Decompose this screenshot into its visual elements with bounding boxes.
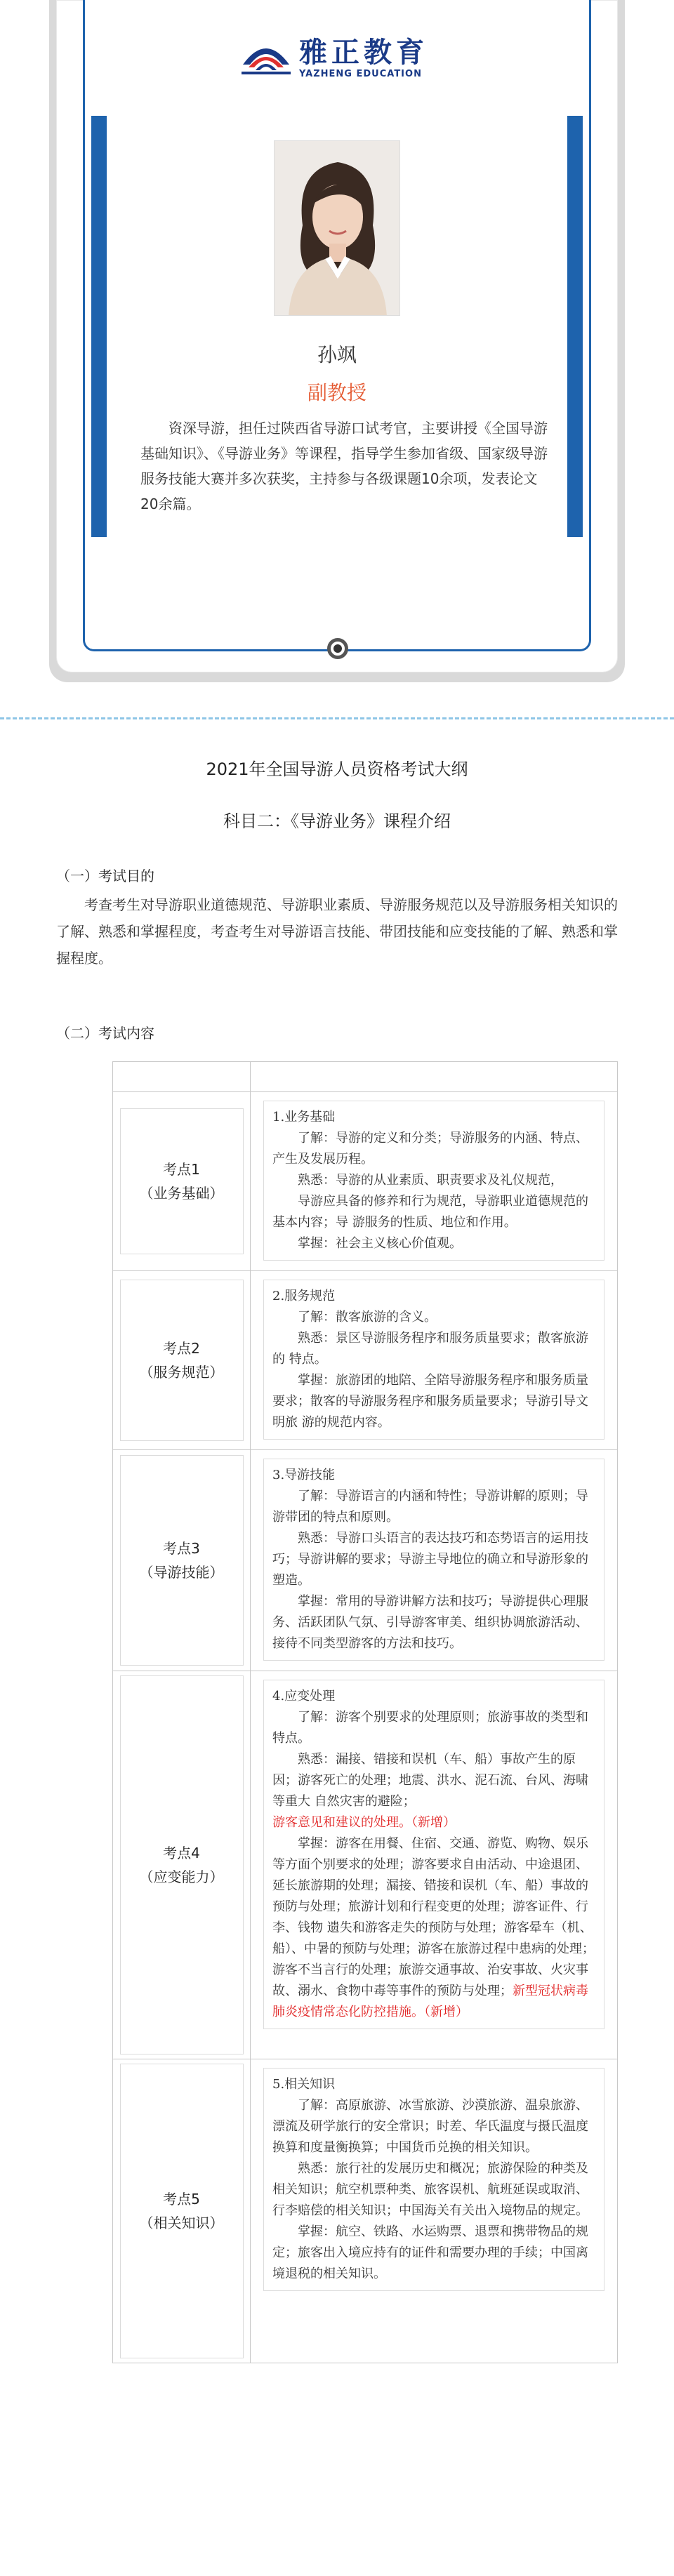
point-para: 了解：导游语言的内涵和特性；导游讲解的原则；导游带团的特点和原则。 — [272, 1489, 588, 1525]
point-para: 熟悉：导游的从业素质、职责要求及礼仪规范， — [298, 1173, 563, 1188]
table-header-cell — [113, 1062, 251, 1091]
new-item-highlight: 新型冠状病毒肺炎疫情常态化防控措施。（新增） — [272, 1984, 588, 2019]
point-para — [272, 1749, 595, 1833]
table-row — [113, 1671, 617, 2059]
point-para-text: 掌握：游客在用餐、住宿、交通、游览、购物、娱乐等方面个别要求的处理；游客要求自由活动、中途退团、延长旅游期的处理；漏接、错接和误机（车、船）事故的预防与处理；旅游计划和行程变更的处理；游客证件、行李、钱物 遗失和游客走失的预防与处理；游客晕车（机、船）、中暑的预防与处理；游客在旅游过程中患病的处理；游客不当言行的处理；旅游交通事故、治安事故、火灾事故、溺水、食物中毒等事件的预防与处理； — [272, 1836, 595, 1998]
teacher-bio: 资深导游，担任过陕西省导游口试考官，主要讲授《全国导游基础知识》、《导游业务》等课程，指导学生参加省级、国家级导游服务技能大赛并多次获奖，主持参与各级课题10余项，发表论文20余篇。 — [140, 420, 548, 512]
point-cell — [113, 1450, 251, 1671]
point-para: 掌握：常用的导游讲解方法和技巧；导游提供心理服务、活跃团队气氛、引导游客审美、组织协调旅游活动、接待不同类型游客的方法和技巧。 — [272, 1594, 588, 1651]
point-para: 掌握：旅游团的地陪、全陪导游服务程序和服务质量要求；散客的导游服务程序和服务质量要求；导游引导文明旅 游的规范内容。 — [272, 1373, 588, 1430]
point-para: 了解：高原旅游、冰雪旅游、沙漠旅游、温泉旅游、漂流及研学旅行的安全常识；时差、华氏温度与摄氏温度换算和度量衡换算；中国货币兑换的相关知识。 — [272, 2098, 588, 2155]
left-accent-bar — [91, 116, 107, 537]
brand-name-cn: 雅正教育 — [299, 36, 428, 69]
point-content-cell — [251, 1450, 617, 1671]
point-code: 考点4 — [163, 1845, 200, 1861]
table-header-row — [113, 1062, 617, 1091]
point-code: 考点2 — [163, 1340, 200, 1357]
section-heading-content: （二）考试内容 — [56, 1025, 154, 1042]
point-name: （导游技能） — [139, 1564, 224, 1581]
point-code: 考点1 — [163, 1161, 200, 1178]
teacher-title: 副教授 — [307, 381, 366, 404]
table-row — [113, 1449, 617, 1671]
table-row — [113, 1270, 617, 1449]
right-accent-bar — [567, 116, 583, 537]
dashed-divider — [0, 717, 674, 719]
point-cell — [113, 1092, 251, 1270]
table-row — [113, 2059, 617, 2363]
table-row — [113, 1091, 617, 1270]
point-heading: 4.应变处理 — [272, 1689, 336, 1704]
section-text-purpose: 考查考生对导游职业道德规范、导游职业素质、导游服务规范以及导游服务相关知识的了解、熟悉和掌握程度，考查考生对导游语言技能、带团技能和应变技能的了解、熟悉和掌握程度。 — [56, 896, 618, 967]
point-code: 考点5 — [163, 2191, 200, 2207]
doc-subtitle: 科目二：《导游业务》课程介绍 — [223, 811, 451, 831]
teacher-portrait-icon — [275, 141, 400, 316]
point-para: 导游应具备的修养和行为规范，导游职业道德规范的基本内容；导 游服务的性质、地位和作用。 — [272, 1194, 588, 1230]
point-name: （应变能力） — [139, 1868, 224, 1885]
point-para: 了解：游客个别要求的处理原则；旅游事故的类型和特点。 — [272, 1710, 588, 1746]
point-heading: 5.相关知识 — [272, 2077, 336, 2092]
point-name: （业务基础） — [139, 1185, 224, 1202]
yazheng-logo-icon — [239, 36, 293, 79]
card-frame — [83, 0, 591, 651]
point-para: 熟悉：景区导游服务程序和服务质量要求；散客旅游的 特点。 — [272, 1331, 588, 1367]
section-heading-purpose: （一）考试目的 — [56, 868, 154, 884]
point-cell — [113, 2059, 251, 2363]
point-content-cell — [251, 1271, 617, 1449]
point-name: （相关知识） — [139, 2215, 224, 2231]
point-code: 考点3 — [163, 1540, 200, 1557]
new-item-highlight: 游客意见和建议的处理。（新增） — [272, 1815, 456, 1830]
point-cell — [113, 1671, 251, 2059]
brand-logo — [239, 34, 449, 81]
point-para: 掌握：航空、铁路、水运购票、退票和携带物品的规定；旅客出入境应持有的证件和需要办理的手续；中国离境退税的相关知识。 — [272, 2224, 588, 2281]
teacher-name: 孙飒 — [317, 343, 357, 366]
point-para: 熟悉：导游口头语言的表达技巧和态势语言的运用技巧；导游讲解的要求；导游主导地位的确立和导游形象的塑造。 — [272, 1531, 588, 1588]
point-para: 熟悉：旅行社的发展历史和概况；旅游保险的种类及相关知识；航空机票种类、旅客误机、航班延误或取消、行李赔偿的相关知识；中国海关有关出入境物品的规定。 — [272, 2161, 588, 2218]
point-para-text: 熟悉：漏接、错接和误机（车、船）事故产生的原因；游客死亡的处理；地震、洪水、泥石流、台风、海啸等重大 自然灾害的避险； — [272, 1752, 588, 1809]
teacher-photo — [274, 140, 400, 316]
table-header-cell — [251, 1062, 617, 1091]
point-name: （服务规范） — [139, 1364, 224, 1381]
doc-title: 2021年全国导游人员资格考试大纲 — [206, 759, 468, 779]
point-content-cell — [251, 2059, 617, 2363]
point-heading: 3.导游技能 — [272, 1468, 336, 1482]
exam-content-table — [112, 1061, 618, 2363]
card-ring-icon — [327, 638, 348, 659]
point-cell — [113, 1271, 251, 1449]
point-para: 了解：散客旅游的含义。 — [298, 1310, 437, 1324]
point-heading: 1.业务基础 — [272, 1110, 336, 1124]
point-para — [272, 1833, 595, 2023]
point-heading: 2.服务规范 — [272, 1289, 336, 1303]
point-para: 了解：导游的定义和分类；导游服务的内涵、特点、产生及发展历程。 — [272, 1131, 588, 1167]
point-content-cell — [251, 1092, 617, 1270]
point-content-cell — [251, 1671, 617, 2059]
brand-name-en: YAZHENG EDUCATION — [299, 68, 422, 79]
teacher-profile-card — [49, 0, 625, 682]
point-para: 掌握：社会主义核心价值观。 — [298, 1236, 462, 1251]
